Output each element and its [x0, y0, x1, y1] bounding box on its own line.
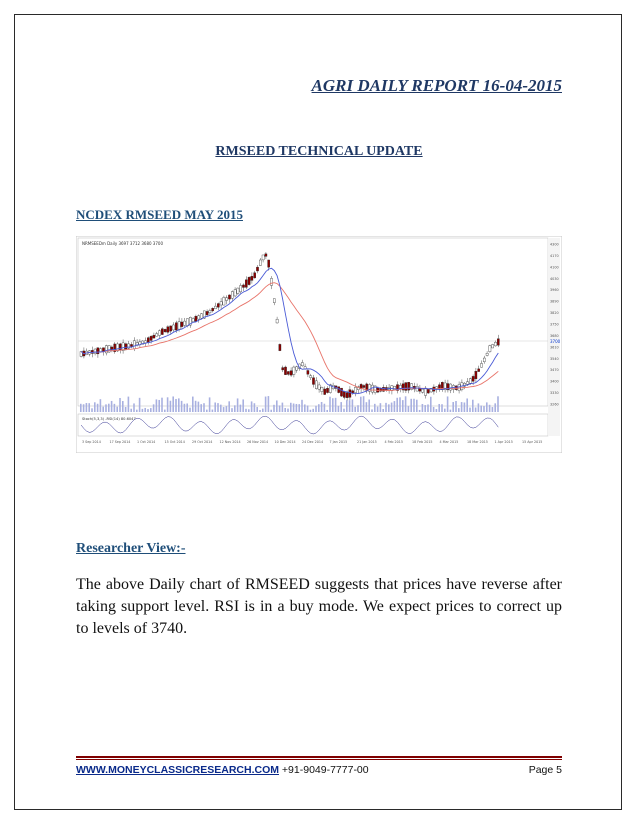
volume-bar: [419, 410, 421, 412]
candle-body: [178, 322, 180, 329]
volume-bar: [282, 403, 284, 412]
candle-body: [130, 344, 132, 346]
section-title: RMSEED TECHNICAL UPDATE: [215, 144, 423, 159]
page-number: Page 5: [528, 764, 562, 776]
volume-bar: [433, 407, 435, 412]
report-title: AGRI DAILY REPORT 16-04-2015: [311, 76, 562, 95]
y-tick-label: 3330: [550, 391, 559, 396]
candle-body: [424, 388, 426, 395]
x-tick-label: 29 Oct 2014: [192, 440, 213, 444]
y-tick-label: 4170: [550, 253, 559, 258]
candle-body: [223, 297, 225, 305]
volume-bar: [301, 400, 303, 412]
x-tick-label: 15 Oct 2014: [164, 440, 185, 444]
volume-bar: [310, 410, 312, 412]
volume-bar: [164, 410, 166, 412]
x-tick-label: 26 Nov 2014: [247, 440, 269, 444]
x-axis: [82, 440, 542, 444]
volume-bar: [391, 403, 393, 412]
volume-bar: [217, 403, 219, 412]
candle-body: [147, 338, 149, 343]
volume-bar: [220, 405, 222, 412]
candle-body: [405, 383, 407, 391]
candle-body: [422, 389, 424, 392]
candle-body: [346, 393, 348, 398]
volume-bar: [408, 406, 410, 412]
volume-bar: [144, 408, 146, 412]
volume-bar: [424, 405, 426, 412]
y-tick-label: 3890: [550, 299, 559, 304]
volume-bar: [276, 400, 278, 412]
volume-bar: [298, 404, 300, 412]
candle-body: [478, 369, 480, 372]
volume-bar: [86, 403, 88, 412]
candle-body: [326, 388, 328, 392]
candle-body: [497, 339, 499, 345]
volume-bar: [385, 403, 387, 412]
x-tick-label: 1 Oct 2014: [137, 440, 156, 444]
footer-rule: [76, 756, 562, 758]
volume-bar: [382, 409, 384, 412]
candle-body: [170, 326, 172, 331]
candle-body: [279, 344, 281, 350]
candle-body: [284, 367, 286, 375]
volume-bar: [234, 405, 236, 412]
volume-bar: [402, 400, 404, 412]
candle-body: [321, 387, 323, 391]
candle-body: [195, 316, 197, 321]
researcher-view-text: The above Daily chart of RMSEED suggests that prices have reverse after taking support level. RSI is in a buy mode. We expect prices to correct up to levels of 3740.: [76, 576, 562, 637]
candle-body: [172, 325, 174, 330]
volume-bar: [318, 404, 320, 412]
volume-bar: [329, 397, 331, 412]
candle-body: [237, 288, 239, 293]
volume-bar: [195, 401, 197, 412]
x-tick-label: 4 Mar 2015: [439, 440, 459, 444]
candle-body: [192, 319, 194, 322]
volume-bar: [125, 407, 127, 412]
x-tick-label: 21 Jan 2015: [357, 440, 377, 444]
candle-body: [248, 277, 250, 284]
candle-body: [290, 371, 292, 375]
volume-bar: [461, 402, 463, 412]
candle-body: [312, 378, 314, 385]
candle-body: [228, 295, 230, 299]
candle-body: [354, 387, 356, 392]
candle-body: [242, 285, 244, 288]
y-tick-label: 3610: [550, 345, 559, 350]
volume-bar: [399, 397, 401, 412]
candle-body: [324, 389, 326, 395]
candle-body: [150, 336, 152, 340]
y-tick-label: 3680: [550, 333, 559, 338]
x-tick-label: 18 Feb 2015: [412, 440, 433, 444]
volume-bar: [192, 397, 194, 412]
candle-body: [259, 260, 261, 266]
y-tick-label: 3820: [550, 311, 559, 316]
last-price-tag: 3700: [550, 339, 561, 344]
candle-body: [111, 347, 113, 350]
volume-bar: [394, 401, 396, 412]
candle-body: [270, 278, 272, 285]
x-tick-label: 10 Dec 2014: [274, 440, 296, 444]
volume-bar: [466, 398, 468, 412]
volume-bar: [338, 406, 340, 412]
candle-body: [133, 341, 135, 349]
candle-body: [310, 376, 312, 378]
volume-bar: [273, 405, 275, 412]
candle-body: [200, 314, 202, 318]
volume-bar: [366, 402, 368, 412]
candle-body: [181, 322, 183, 327]
volume-bar: [346, 400, 348, 412]
volume-bar: [105, 404, 107, 412]
candle-body: [475, 371, 477, 379]
x-tick-label: 15 Apr 2015: [522, 440, 543, 444]
volume-bar: [307, 406, 309, 412]
volume-bar: [240, 405, 242, 412]
volume-bar: [304, 404, 306, 412]
volume-bar: [108, 404, 110, 412]
candle-body: [315, 381, 317, 389]
volume-bar: [248, 409, 250, 412]
candle-body: [262, 255, 264, 260]
volume-bar: [102, 407, 104, 412]
volume-bar: [184, 404, 186, 412]
volume-bar: [122, 401, 124, 412]
volume-bar: [226, 406, 228, 412]
volume-bar: [111, 401, 113, 412]
candle-body: [256, 267, 258, 271]
candle-body: [212, 308, 214, 311]
volume-bar: [441, 404, 443, 412]
candle-body: [343, 392, 345, 398]
price-chart-svg: [76, 236, 562, 453]
candle-body: [217, 304, 219, 308]
volume-bar: [436, 409, 438, 412]
candle-body: [469, 379, 471, 384]
volume-bar: [186, 403, 188, 412]
footer-phone: +91-9049-7777-00: [279, 764, 369, 776]
volume-bar: [489, 405, 491, 412]
volume-bar: [150, 408, 152, 412]
volume-bar: [136, 410, 138, 412]
candle-body: [161, 329, 163, 335]
volume-bar: [447, 396, 449, 412]
volume-bar: [377, 407, 379, 412]
candle-body: [226, 298, 228, 301]
volume-bar: [130, 409, 132, 412]
candle-body: [245, 280, 247, 288]
volume-bar: [83, 404, 85, 412]
footer-contact: [76, 764, 369, 776]
volume-bar: [416, 400, 418, 412]
x-tick-label: 3 Sep 2014: [82, 440, 101, 444]
volume-bar: [133, 403, 135, 412]
volume-bar: [349, 400, 351, 412]
volume-bar: [478, 403, 480, 412]
candle-body: [144, 341, 146, 343]
candle-body: [273, 299, 275, 303]
y-tick-label: 3260: [550, 402, 559, 407]
candle-body: [167, 327, 169, 333]
candle-body: [282, 368, 284, 370]
volume-bar: [324, 404, 326, 412]
volume-bar: [497, 396, 499, 412]
volume-bar: [464, 402, 466, 412]
candle-body: [466, 382, 468, 385]
candle-body: [363, 385, 365, 387]
y-tick-label: 3540: [550, 356, 559, 361]
volume-bar: [363, 396, 365, 412]
volume-bar: [410, 399, 412, 412]
candle-body: [416, 386, 418, 391]
chart-legend: NRMSEEDm Daily 3697 3712 3680 3700: [82, 241, 163, 246]
volume-bar: [427, 404, 429, 412]
volume-bar: [332, 398, 334, 412]
volume-bar: [91, 408, 93, 412]
candle-body: [206, 311, 208, 315]
candle-body: [472, 376, 474, 381]
x-tick-label: 12 Nov 2014: [219, 440, 241, 444]
volume-bar: [209, 397, 211, 412]
candle-body: [240, 285, 242, 291]
candle-body: [480, 363, 482, 367]
volume-bar: [156, 399, 158, 412]
volume-bar: [231, 408, 233, 412]
rsi-label: Stoch(5,3,3) -RSI(14) 80.6047: [82, 417, 136, 421]
candle-body: [184, 321, 186, 325]
researcher-view-heading: Researcher View:-: [76, 541, 186, 556]
candle-body: [293, 367, 295, 374]
volume-bar: [335, 398, 337, 412]
volume-bar: [480, 406, 482, 412]
volume-bar: [228, 401, 230, 412]
candle-body: [125, 344, 127, 349]
page-footer: [76, 764, 562, 776]
volume-bar: [254, 403, 256, 412]
volume-bar: [475, 408, 477, 412]
volume-bar: [161, 398, 163, 412]
candle-body: [408, 382, 410, 390]
volume-bar: [368, 399, 370, 412]
volume-bar: [396, 398, 398, 412]
volume-bar: [256, 407, 258, 412]
volume-bar: [203, 403, 205, 412]
x-tick-label: 1 Apr 2015: [494, 440, 513, 444]
candle-body: [209, 310, 211, 312]
candle-body: [276, 319, 278, 323]
volume-bar: [189, 408, 191, 412]
volume-bar: [153, 404, 155, 412]
y-axis: [550, 243, 559, 407]
volume-bar: [100, 399, 102, 412]
volume-bar: [450, 410, 452, 412]
volume-bar: [175, 399, 177, 412]
volume-bar: [472, 400, 474, 412]
y-tick-label: 3960: [550, 288, 559, 293]
candle-body: [220, 302, 222, 305]
candle-body: [455, 386, 457, 390]
volume-bar: [116, 407, 118, 412]
volume-bar: [430, 397, 432, 412]
volume-bar: [223, 407, 225, 412]
x-tick-label: 4 Feb 2015: [384, 440, 403, 444]
candle-body: [318, 385, 320, 389]
candle-body: [268, 260, 270, 267]
candle-body: [251, 276, 253, 280]
volume-bar: [486, 402, 488, 412]
volume-bar: [340, 402, 342, 412]
candle-body: [94, 349, 96, 354]
volume-bar: [452, 402, 454, 412]
volume-bar: [147, 409, 149, 412]
chart-title: NCDEX RMSEED MAY 2015: [76, 207, 243, 222]
candle-body: [156, 334, 158, 337]
x-tick-label: 18 Mar 2015: [467, 440, 488, 444]
volume-bar: [270, 410, 272, 412]
volume-bar: [94, 402, 96, 412]
volume-bar: [119, 398, 121, 412]
volume-bar: [388, 404, 390, 412]
candle-body: [287, 372, 289, 375]
candle-body: [307, 371, 309, 375]
volume-bar: [245, 409, 247, 412]
candle-body: [265, 254, 267, 257]
candle-body: [483, 358, 485, 362]
candle-body: [450, 384, 452, 390]
volume-bar: [360, 397, 362, 412]
volume-bar: [371, 409, 373, 412]
volume-bar: [296, 404, 298, 412]
volume-bar: [139, 398, 141, 412]
volume-bar: [413, 399, 415, 412]
volume-bar: [170, 401, 172, 412]
volume-bar: [172, 396, 174, 412]
volume-bar: [321, 402, 323, 412]
volume-bar: [494, 403, 496, 412]
volume-bar: [469, 408, 471, 412]
volume-bar: [357, 405, 359, 412]
candle-body: [349, 390, 351, 398]
candle-body: [296, 367, 298, 371]
y-tick-label: 3750: [550, 322, 559, 327]
x-tick-label: 7 Jan 2015: [329, 440, 348, 444]
volume-bar: [374, 404, 376, 412]
candle-body: [231, 292, 233, 299]
candle-body: [105, 346, 107, 353]
volume-bar: [80, 404, 82, 412]
volume-bar: [458, 408, 460, 412]
volume-bar: [178, 398, 180, 412]
volume-bar: [287, 409, 289, 412]
volume-bar: [455, 401, 457, 412]
y-tick-label: 4100: [550, 265, 559, 270]
volume-bar: [326, 410, 328, 412]
y-tick-label: 3470: [550, 368, 559, 373]
website-link[interactable]: WWW.MONEYCLASSICRESEARCH.COM: [76, 764, 279, 776]
candle-body: [494, 342, 496, 346]
y-tick-label: 3400: [550, 379, 559, 384]
volume-bar: [268, 396, 270, 412]
volume-bar: [158, 400, 160, 412]
candle-body: [158, 331, 160, 336]
volume-bar: [242, 399, 244, 412]
y-tick-label: 4030: [550, 276, 559, 281]
volume-bar: [444, 409, 446, 412]
candle-body: [153, 335, 155, 338]
volume-bar: [279, 405, 281, 412]
volume-bar: [237, 398, 239, 412]
volume-bar: [438, 404, 440, 412]
volume-bar: [290, 403, 292, 412]
volume-bar: [181, 401, 183, 412]
candle-body: [382, 387, 384, 391]
candle-body: [492, 344, 494, 348]
volume-bar: [354, 407, 356, 412]
candle-body: [489, 346, 491, 352]
x-tick-label: 24 Dec 2014: [302, 440, 324, 444]
candle-body: [254, 273, 256, 278]
volume-bar: [167, 397, 169, 412]
candle-body: [486, 353, 488, 355]
volume-bar: [312, 409, 314, 412]
volume-bar: [265, 397, 267, 412]
volume-bar: [405, 396, 407, 412]
candle-body: [198, 316, 200, 319]
candle-body: [234, 290, 236, 296]
candle-body: [97, 348, 99, 354]
volume-bar: [206, 410, 208, 412]
volume-bar: [284, 408, 286, 412]
volume-bar: [315, 406, 317, 412]
volume-bar: [88, 403, 90, 412]
volume-bar: [198, 402, 200, 412]
volume-bar: [114, 404, 116, 412]
volume-bar: [380, 403, 382, 412]
footer-rule-thin: [76, 759, 562, 760]
candle-body: [214, 306, 216, 309]
y-tick-label: 4300: [550, 242, 559, 247]
candle-body: [427, 389, 429, 393]
volume-bar: [259, 410, 261, 412]
volume-bar: [343, 409, 345, 412]
volume-bar: [212, 410, 214, 412]
volume-bar: [97, 404, 99, 412]
volume-bar: [262, 409, 264, 412]
volume-bar: [128, 397, 130, 412]
volume-bar: [492, 407, 494, 412]
volume-bar: [251, 401, 253, 412]
x-tick-label: 17 Sep 2014: [109, 440, 131, 444]
candle-body: [164, 329, 166, 331]
volume-bar: [293, 403, 295, 412]
candle-body: [352, 391, 354, 393]
candle-body: [301, 363, 303, 366]
candle-body: [175, 323, 177, 330]
volume-bar: [422, 404, 424, 412]
candle-body: [119, 344, 121, 350]
volume-bar: [142, 409, 144, 412]
volume-bar: [352, 399, 354, 412]
volume-bar: [214, 402, 216, 412]
volume-bar: [483, 406, 485, 412]
price-chart: [76, 236, 562, 453]
volume-bar: [200, 404, 202, 412]
